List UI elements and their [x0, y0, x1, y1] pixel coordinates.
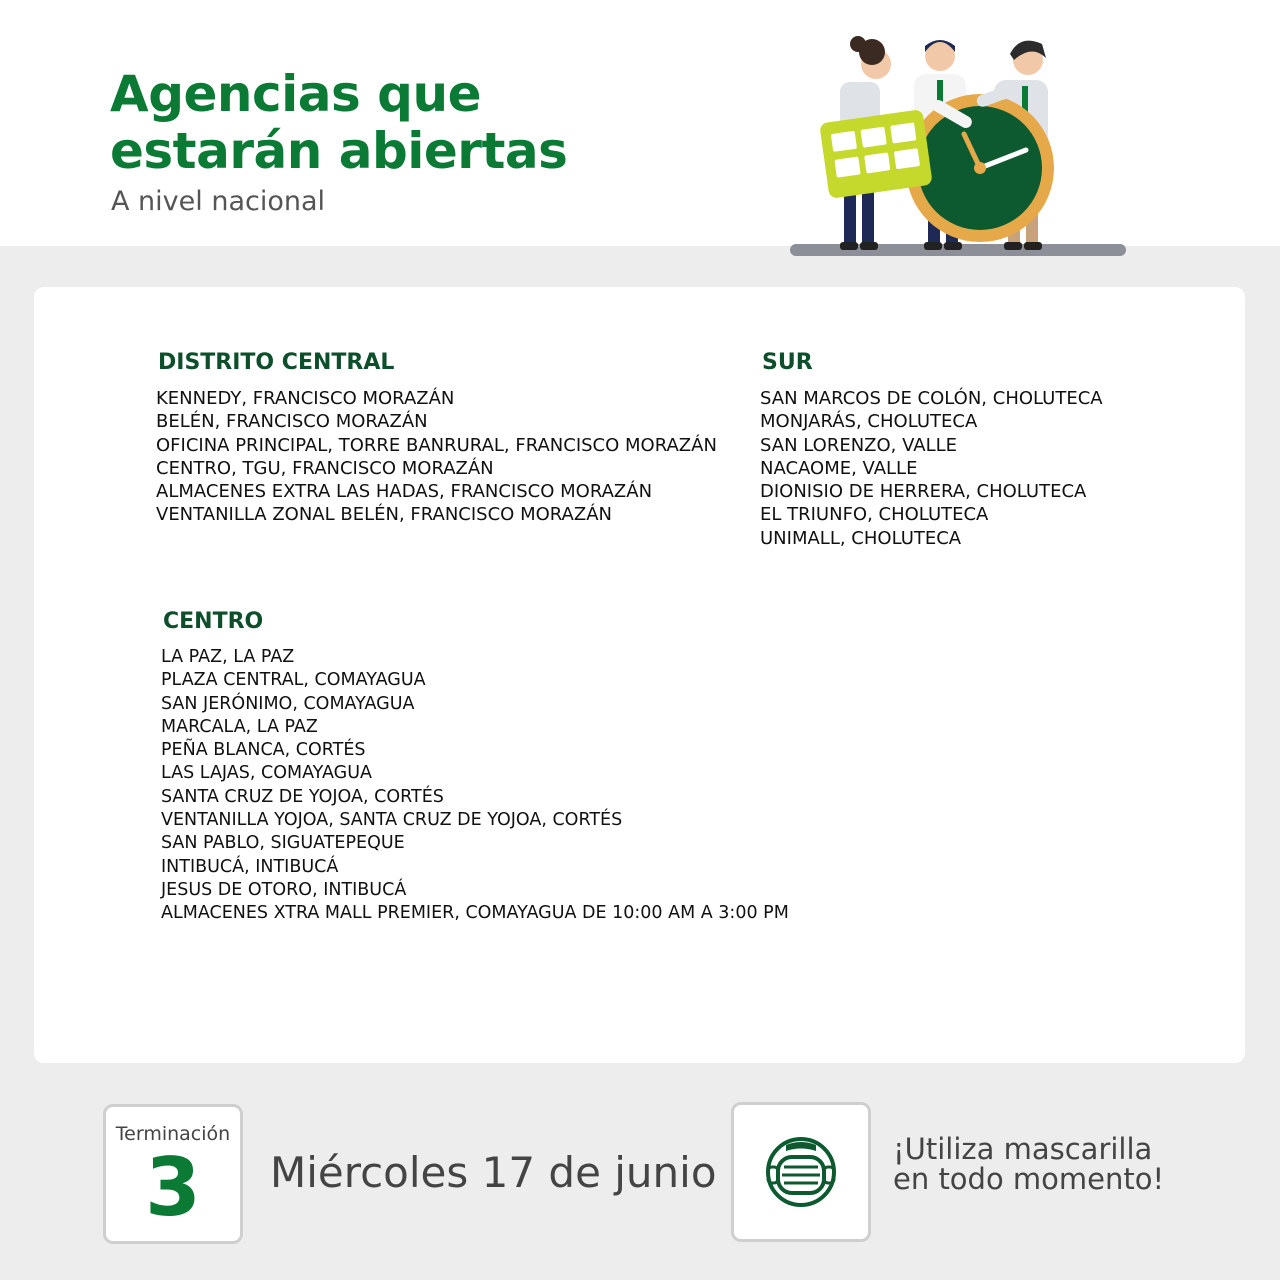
section-heading: CENTRO	[163, 609, 264, 634]
section-sur	[760, 350, 1103, 550]
list-item: JESUS DE OTORO, INTIBUCÁ	[161, 879, 407, 900]
mask-message-line-2: en todo momento!	[893, 1162, 1165, 1196]
list-item: SAN LORENZO, VALLE	[760, 434, 958, 456]
list-item: SANTA CRUZ DE YOJOA, CORTÉS	[161, 786, 444, 807]
list-item: VENTANILLA ZONAL BELÉN, FRANCISCO MORAZÁN	[156, 504, 612, 526]
title-line-2: estarán abiertas	[110, 122, 568, 180]
list-item: INTIBUCÁ, INTIBUCÁ	[161, 856, 339, 877]
mask-message	[893, 1134, 1164, 1194]
mask-badge	[731, 1102, 871, 1242]
team-calendar-clock-illustration	[780, 30, 1140, 270]
agency-list	[161, 646, 789, 926]
list-item: OFICINA PRINCIPAL, TORRE BANRURAL, FRANCISCO MORAZÁN	[156, 434, 717, 456]
list-item: CENTRO, TGU, FRANCISCO MORAZÁN	[156, 457, 494, 479]
schedule-date: Miércoles 17 de junio	[270, 1148, 717, 1197]
list-item: SAN PABLO, SIGUATEPEQUE	[161, 833, 405, 854]
list-item: DIONISIO DE HERRERA, CHOLUTECA	[760, 481, 1087, 503]
section-heading: DISTRITO CENTRAL	[158, 350, 395, 375]
page-subtitle: A nivel nacional	[111, 186, 326, 217]
agency-list	[156, 387, 717, 527]
list-item: SAN MARCOS DE COLÓN, CHOLUTECA	[760, 388, 1103, 409]
section-heading: SUR	[762, 350, 813, 375]
list-item: ALMACENES EXTRA LAS HADAS, FRANCISCO MORAZÁN	[156, 481, 653, 503]
agency-list	[760, 387, 1103, 550]
list-item: BELÉN, FRANCISCO MORAZÁN	[156, 411, 428, 433]
termination-badge	[103, 1104, 243, 1244]
list-item: PLAZA CENTRAL, COMAYAGUA	[161, 670, 426, 691]
header-band	[0, 0, 1280, 246]
list-item: UNIMALL, CHOLUTECA	[760, 527, 962, 549]
agencies-card	[34, 287, 1245, 1063]
section-centro	[161, 609, 789, 926]
face-mask-icon	[764, 1135, 838, 1209]
list-item: ALMACENES XTRA MALL PREMIER, COMAYAGUA DE 10:00 AM A 3:00 PM	[161, 903, 789, 924]
termination-label: Terminación	[115, 1123, 231, 1145]
mask-message-line-1: ¡Utiliza mascarilla	[893, 1132, 1153, 1166]
list-item: PEÑA BLANCA, CORTÉS	[161, 740, 366, 761]
list-item: SAN JERÓNIMO, COMAYAGUA	[161, 693, 415, 714]
termination-number: 3	[145, 1141, 201, 1234]
title-line-1: Agencias que	[110, 65, 481, 123]
list-item: LAS LAJAS, COMAYAGUA	[161, 763, 373, 784]
page-title	[110, 66, 567, 180]
list-item: NACAOME, VALLE	[760, 457, 918, 479]
list-item: VENTANILLA YOJOA, SANTA CRUZ DE YOJOA, CORTÉS	[161, 810, 623, 831]
section-distrito-central	[156, 350, 717, 527]
list-item: KENNEDY, FRANCISCO MORAZÁN	[156, 388, 455, 409]
list-item: LA PAZ, LA PAZ	[161, 647, 295, 667]
list-item: MARCALA, LA PAZ	[161, 716, 318, 737]
list-item: EL TRIUNFO, CHOLUTECA	[760, 504, 989, 526]
list-item: MONJARÁS, CHOLUTECA	[760, 411, 978, 433]
